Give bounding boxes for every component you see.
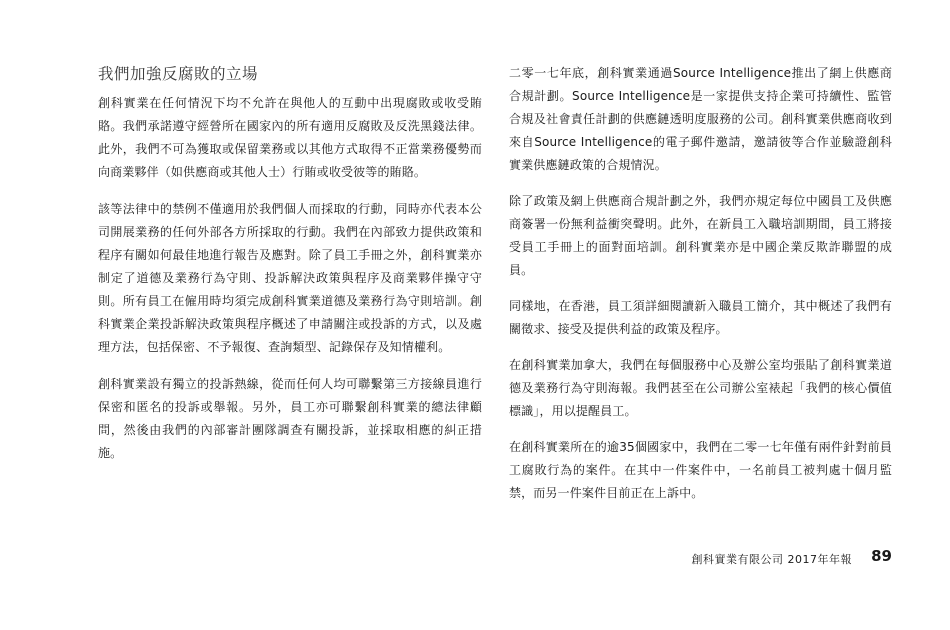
page-number: 89 (871, 547, 892, 565)
page-footer (0, 547, 950, 571)
paragraph: 除了政策及網上供應商合規計劃之外，我們亦規定每位中國員工及供應商簽署一份無利益衝突聲明。此外，在新員工入職培訓期間，員工將接受員工手冊上的面對面培訓。創科實業亦是中國企業反欺詐聯盟的成員。 (509, 194, 892, 277)
footer-company-report: 創科實業有限公司 2017年年報 (691, 553, 852, 566)
paragraph: 該等法律中的禁例不僅適用於我們個人而採取的行動，同時亦代表本公司開展業務的任何外部各方所採取的行動。我們在內部致力提供政策和程序有關如何最佳地進行報告及應對。除了員工手冊之外，創科實業亦制定了道德及業務行為守則、投訴解決政策與程序及商業夥伴操守守則。所有員工在僱用時均須完成創科實業道德及業務行為守則培訓。創科實業企業投訴解決政策與程序概述了申請關注或投訴的方式，以及處理方法，包括保密、不予報復、查詢類型、記錄保存及知情權利。 (98, 202, 482, 354)
paragraph: 創科實業設有獨立的投訴熱線，從而任何人均可聯繫第三方接線員進行保密和匿名的投訴或舉報。另外，員工亦可聯繫創科實業的總法律顧問，然後由我們的內部審計團隊調查有關投訴，並採取相應的糾正措施。 (98, 377, 482, 460)
paragraph: 在創科實業加拿大，我們在每個服務中心及辦公室均張貼了創科實業道德及業務行為守則海報。我們甚至在公司辦公室裱起「我們的核心價值標識」，用以提醒員工。 (509, 358, 892, 418)
paragraph: 在創科實業所在的逾35個國家中，我們在二零一七年僅有兩件針對前員工腐敗行為的案件。在其中一件案件中，一名前員工被判處十個月監禁，而另一件案件目前正在上訴中。 (509, 440, 892, 500)
paragraph: 同樣地，在香港，員工須詳細閱讀新入職員工簡介，其中概述了我們有關徵求、接受及提供利益的政策及程序。 (509, 299, 892, 336)
left-column (98, 62, 482, 479)
paragraph: 二零一七年底，創科實業通過Source Intelligence推出了網上供應商合規計劃。Source Intelligence是一家提供支持企業可持續性、監管合規及社會責任計劃的供應鏈透明度服務的公司。創科實業供應商收到來自Source Intelligence的電子郵件邀請，邀請彼等合作並驗證創科實業供應鏈政策的合規情況。 (509, 66, 892, 172)
section-heading: 我們加強反腐敗的立場 (98, 65, 259, 83)
paragraph: 創科實業在任何情況下均不允許在與他人的互動中出現腐敗或收受賄賂。我們承諾遵守經營所在國家內的所有適用反腐敗及反洗黑錢法律。此外，我們不可為獲取或保留業務或以其他方式取得不正當業務優勢而向商業夥伴（如供應商或其他人士）行賄或收受彼等的賄賂。 (98, 96, 482, 179)
right-column (509, 62, 892, 518)
